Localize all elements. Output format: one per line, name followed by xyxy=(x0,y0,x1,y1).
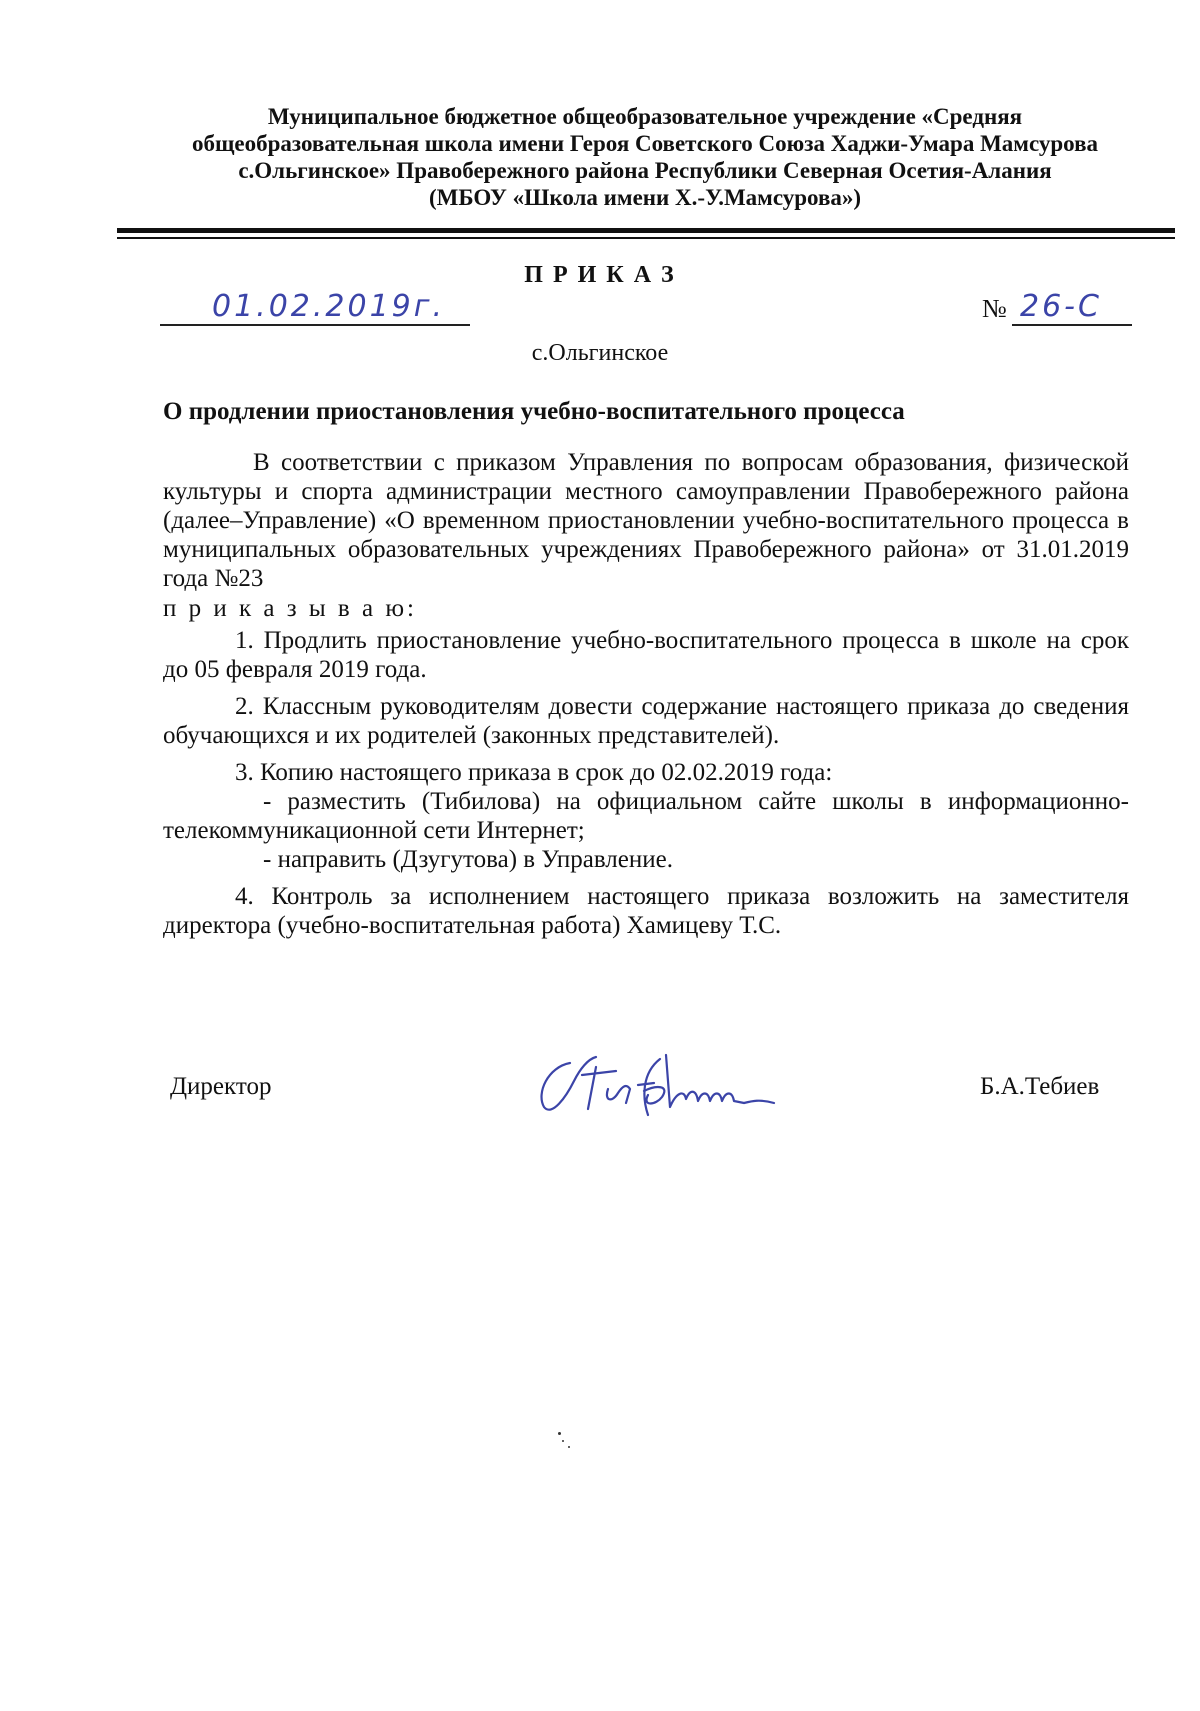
number-underline xyxy=(1012,324,1132,326)
header-line: (МБОУ «Школа имени Х.-У.Мамсурова») xyxy=(428,185,862,210)
order-subitem: - направить (Дзугутова) в Управление. xyxy=(263,846,673,873)
order-number-field xyxy=(982,290,1132,326)
institution-header xyxy=(110,103,1180,211)
header-divider-thin xyxy=(117,237,1175,239)
header-divider-thick xyxy=(117,228,1175,233)
order-place: с.Ольгинское xyxy=(531,340,669,366)
order-subitem: - разместить (Тибилова) на официальном сайте школы в информационно-телекоммуникационной сети Интернет; xyxy=(163,788,1129,844)
signature-stroke xyxy=(542,1055,774,1115)
order-body xyxy=(163,448,1129,940)
signatory-name: Б.А.Тебиев xyxy=(980,1073,1100,1100)
order-word: п р и к а з ы в а ю: xyxy=(163,595,417,622)
order-item: 3. Копию настоящего приказа в срок до 02.02.2019 года: xyxy=(235,759,833,786)
scan-speck xyxy=(562,1440,564,1442)
order-number-handwritten: 26-С xyxy=(1020,289,1102,324)
order-date-field xyxy=(160,290,470,326)
scan-speck xyxy=(558,1432,561,1435)
document-title: П Р И К А З xyxy=(524,262,676,288)
date-underline xyxy=(160,324,470,326)
order-subject: О продлении приостановления учебно-воспитательного процесса xyxy=(163,398,905,425)
header-line: общеобразовательная школа имени Героя Советского Союза Хаджи-Умара Мамсурова xyxy=(191,131,1099,156)
signatory-role: Директор xyxy=(170,1073,272,1100)
order-item: 4. Контроль за исполнением настоящего приказа возложить на заместителя директора (учебно-воспитательная работа) Хамицеву Т.С. xyxy=(163,883,1129,939)
handwritten-signature xyxy=(530,1045,785,1130)
order-item: 2. Классным руководителям довести содержание настоящего приказа до сведения обучающихся и их родителей (законных представителей). xyxy=(163,693,1129,749)
order-date-handwritten: 01.02.2019г. xyxy=(212,289,446,324)
preamble-paragraph: В соответствии с приказом Управления по вопросам образования, физической культуры и спорта администрации местного самоуправлении Правобережного района (далее–Управление) «О временном приостановлении учебно-воспитательного процесса в муниципальных образовательных учреждениях Правобережного района» от 31.01.2019 года №23 xyxy=(163,449,1129,592)
order-item: 1. Продлить приостановление учебно-воспитательного процесса в школе на срок до 05 февраля 2019 года. xyxy=(163,627,1129,683)
header-line: с.Ольгинское» Правобережного района Республики Северная Осетия-Алания xyxy=(238,158,1052,183)
scan-speck xyxy=(568,1446,570,1448)
header-line: Муниципальное бюджетное общеобразовательное учреждение «Средняя xyxy=(267,104,1023,129)
number-sign: № xyxy=(982,294,1007,323)
